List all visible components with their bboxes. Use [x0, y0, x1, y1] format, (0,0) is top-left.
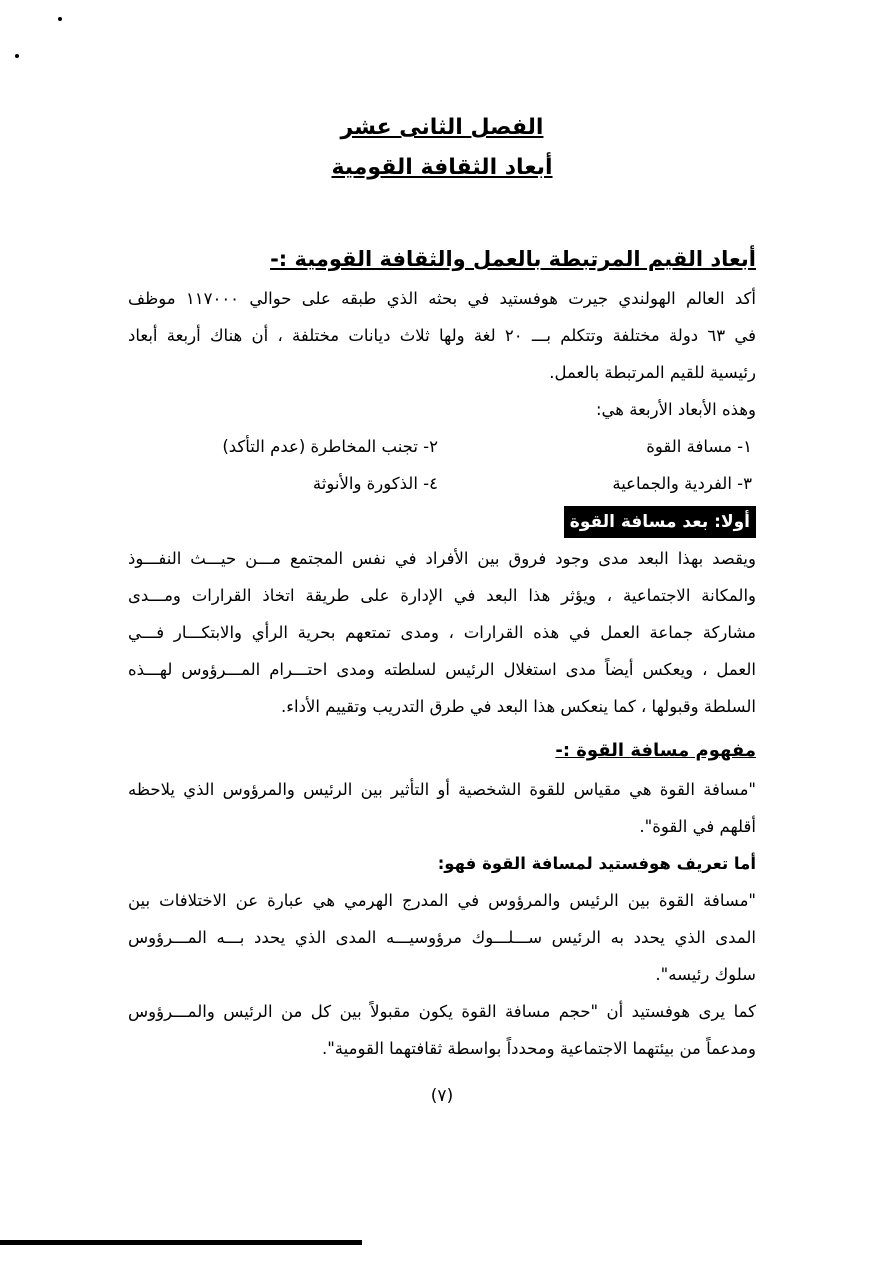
closing-line: كما يرى هوفستيد أن "حجم مسافة القوة يكون مقبولاً بين كل من الرئيس والمـــرؤوس: [128, 1002, 756, 1021]
section-heading-concept: مفهوم مسافة القوة :-: [555, 740, 756, 761]
chapter-subtitle: أبعاد الثقافة القومية: [331, 155, 553, 180]
chapter-number-title: الفصل الثانى عشر: [340, 115, 544, 140]
section-heading-values: أبعاد القيم المرتبطة بالعمل والثقافة القومية :-: [270, 247, 756, 271]
dimensions-list: [128, 428, 756, 502]
definition-line: "مسافة القوة هي مقياس للقوة الشخصية أو التأثير بين الرئيس والمرؤوس الذي يلاحظه: [128, 780, 756, 799]
paragraph-line: العمل ، ويعكس أيضاً مدى استغلال الرئيس لسلطته ومدى احتـــرام المـــرؤوس لهـــذه: [128, 660, 756, 679]
scan-speck: [58, 17, 62, 21]
definition-line: "مسافة القوة بين الرئيس والمرؤوس في المدرج الهرمي هي عبارة عن الاختلافات بين: [128, 891, 756, 910]
paragraph-line: مشاركة جماعة العمل في هذه القرارات ، ومدى تمتعهم بحرية الرأي والابتكـــار فـــي: [128, 623, 756, 642]
dimension-item: ١- مسافة القوة: [646, 437, 752, 456]
section-heading-power-distance: أولا: بعد مسافة القوة: [564, 506, 756, 538]
paragraph-line: ويقصد بهذا البعد مدى وجود فروق بين الأفراد في نفس المجتمع مـــن حيـــث النفـــوذ: [128, 549, 756, 568]
bottom-rule: [0, 1240, 362, 1245]
page-number: (٧): [430, 1086, 454, 1106]
paragraph-line: في ٦٣ دولة مختلفة وتتكلم بـــ ٢٠ لغة ولها ثلاث ديانات مختلفة ، أن هناك أربعة أبعاد: [128, 326, 757, 345]
dimensions-intro: وهذه الأبعاد الأربعة هي:: [595, 400, 756, 419]
paragraph-line: والمكانة الاجتماعية ، ويؤثر هذا البعد في الإدارة على طريقة اتخاذ القرارات ومـــدى: [128, 586, 756, 605]
definition-line: أقلهم في القوة".: [639, 817, 756, 836]
definition-line: سلوك رئيسه".: [655, 965, 756, 984]
dimension-item: ٤- الذكورة والأنوثة: [312, 474, 438, 493]
hofstede-definition-heading: أما تعريف هوفستيد لمسافة القوة فهو:: [437, 854, 756, 873]
document-page: [128, 108, 756, 1111]
scan-speck: [15, 54, 19, 58]
dimension-item: ٢- تجنب المخاطرة (عدم التأكد): [222, 437, 438, 456]
paragraph-line: رئيسية للقيم المرتبطة بالعمل.: [549, 363, 756, 382]
paragraph-line: السلطة وقبولها ، كما ينعكس هذا البعد في طرق التدريب وتقييم الأداء.: [281, 697, 756, 716]
dimension-item: ٣- الفردية والجماعية: [612, 474, 752, 493]
definition-line: المدى الذي يحدد به الرئيس ســـلـــوك مرؤوسيـــه المدى الذي يحدد بـــه المـــرؤوس: [128, 928, 756, 947]
paragraph-line: أكد العالم الهولندي جيرت هوفستيد في بحثه الذي طبقه على حوالي ١١٧٠٠٠ موظف: [128, 289, 756, 308]
closing-line: ومدعماً من بيئتهما الاجتماعية ومحدداً بواسطة ثقافتهما القومية".: [321, 1039, 756, 1058]
